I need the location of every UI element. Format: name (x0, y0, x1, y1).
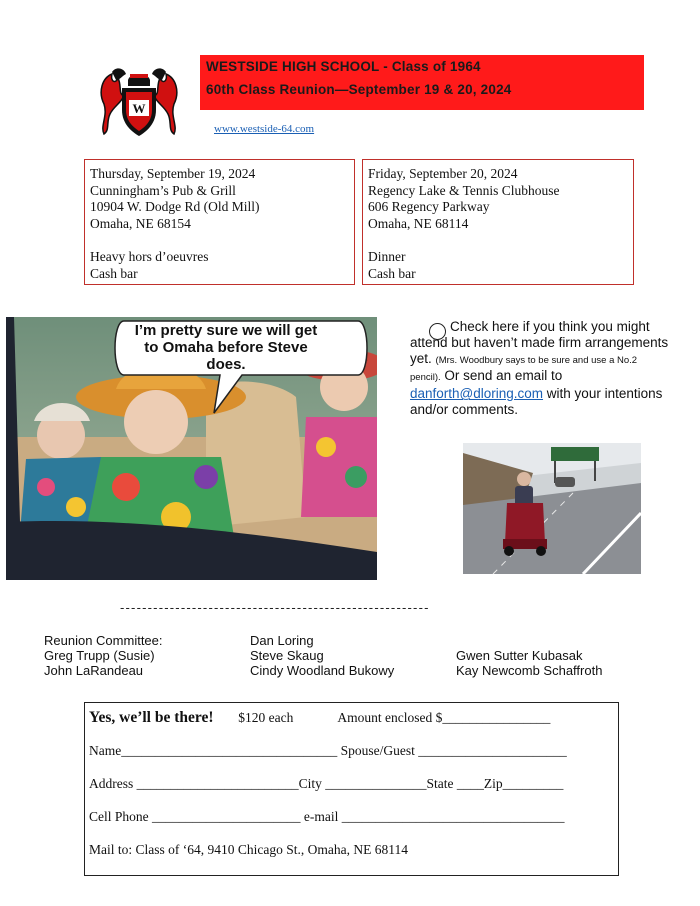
event-detail: Heavy hors d’oeuvres (90, 248, 209, 264)
address-field[interactable]: Address ________________________City _______________State ____Zip_________ (89, 776, 564, 791)
committee-member: Greg Trupp (Susie) (44, 648, 155, 663)
warrior-crest-logo-icon (96, 64, 182, 140)
amount-field[interactable]: Amount enclosed $________________ (337, 710, 551, 725)
committee-heading: Reunion Committee: (44, 633, 163, 648)
phone-email-field[interactable]: Cell Phone ______________________ e-mail _________________________________ (89, 809, 565, 824)
friday-event-box (362, 159, 634, 285)
event-date: Friday, September 20, 2024 (368, 166, 518, 181)
mail-to-address: Mail to: Class of ‘64, 9410 Chicago St., Omaha, NE 68114 (89, 842, 408, 857)
maybe-attend-section (410, 319, 670, 418)
event-detail: Cash bar (90, 265, 138, 281)
ladies-in-convertible-photo (6, 317, 377, 580)
thursday-event-box (84, 159, 355, 285)
pencil-note: (Mrs. Woodbury says to be sure and use a No.2 pencil). (410, 354, 638, 384)
rsvp-header-row (89, 709, 550, 727)
event-venue: Regency Lake & Tennis Clubhouse (368, 182, 560, 198)
maybe-text: Check here if you think you might attend but haven’t made firm arrangements yet. (410, 319, 669, 366)
event-date: Thursday, September 19, 2024 (90, 166, 256, 181)
svg-text:W: W (132, 101, 146, 116)
speech-bubble-text: I’m pretty sure we will get to Omaha before Steve does. (134, 322, 318, 373)
website-link[interactable]: www.westside-64.com (214, 123, 315, 135)
maybe-attend-checkbox[interactable] (429, 323, 446, 340)
committee-member: Dan Loring (250, 633, 314, 648)
event-address: 10904 W. Dodge Rd (Old Mill) (90, 199, 260, 215)
cut-line-divider: -------------------------------------------------------- (120, 600, 430, 615)
event-address: 606 Regency Parkway (368, 199, 490, 215)
committee-member: John LaRandeau (44, 663, 144, 678)
event-detail: Cash bar (368, 265, 416, 281)
committee-member: Steve Skaug (250, 648, 324, 663)
price-label: $120 each (238, 710, 294, 725)
rsvp-yes-label: Yes, we’ll be there! (89, 709, 214, 726)
committee-member: Cindy Woodland Bukowy (250, 663, 395, 678)
banner-title: WESTSIDE HIGH SCHOOL - Class of 1964 (206, 59, 481, 74)
banner-subtitle: 60th Class Reunion—September 19 & 20, 2024 (206, 82, 512, 97)
event-city: Omaha, NE 68114 (368, 215, 469, 231)
event-venue: Cunningham’s Pub & Grill (90, 182, 236, 198)
scooter-on-highway-photo (463, 443, 641, 574)
committee-member: Gwen Sutter Kubasak (456, 648, 583, 663)
title-banner (200, 55, 644, 110)
event-city: Omaha, NE 68154 (90, 215, 191, 231)
rsvp-form (84, 702, 619, 876)
email-prompt: Or send an email to (444, 368, 563, 384)
intentions-text: with your intentions and/or comments. (410, 386, 663, 417)
email-link[interactable]: danforth@dloring.com (410, 386, 544, 402)
name-spouse-field[interactable]: Name________________________________ Spouse/Guest ______________________ (89, 743, 567, 758)
event-detail: Dinner (368, 248, 406, 264)
committee-member: Kay Newcomb Schaffroth (456, 663, 603, 678)
